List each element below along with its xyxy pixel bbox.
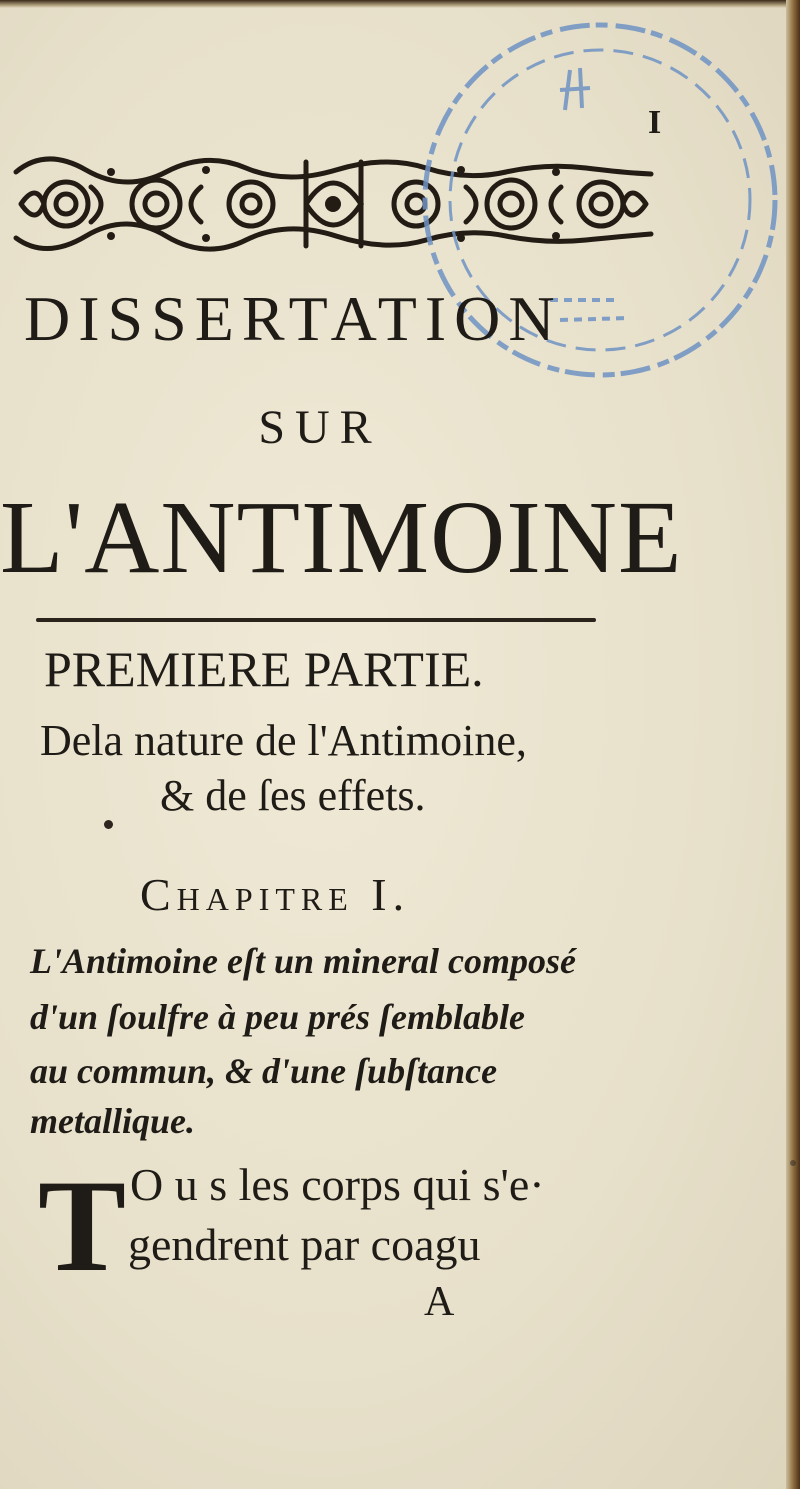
chapter-summary-line-4: metallique. [30, 1101, 195, 1141]
drop-cap: T [38, 1152, 127, 1299]
signature-mark: A [424, 1279, 455, 1325]
chapter-summary-line-3: au commun, & d'une ſubſtance [30, 1051, 498, 1091]
title-sur: SUR [258, 401, 382, 454]
body-text-line-2: gendrent par coagu [128, 1219, 481, 1270]
chapter-summary-line-2: d'un ſoulfre à peu prés ſemblable [30, 997, 525, 1037]
ink-speck [790, 1160, 796, 1166]
chapter-summary-line-1: L'Antimoine eſt un mineral composé [30, 941, 577, 981]
page-number: I [648, 104, 662, 141]
body-text-line-1: O u s les corps qui s'e· [130, 1159, 545, 1210]
title-antimoine: L'ANTIMOINE [0, 480, 683, 595]
ink-speck [104, 820, 113, 829]
part-heading: PREMIERE PARTIE. [44, 641, 484, 697]
part-subtitle-line-2: & de ſes effets. [160, 771, 426, 820]
part-subtitle-line-1: Dela nature de l'Antimoine, [40, 716, 527, 765]
chapter-heading: Chapitre I. [140, 869, 411, 920]
title-rule [36, 618, 596, 622]
title-dissertation: DISSERTATION [24, 283, 563, 354]
